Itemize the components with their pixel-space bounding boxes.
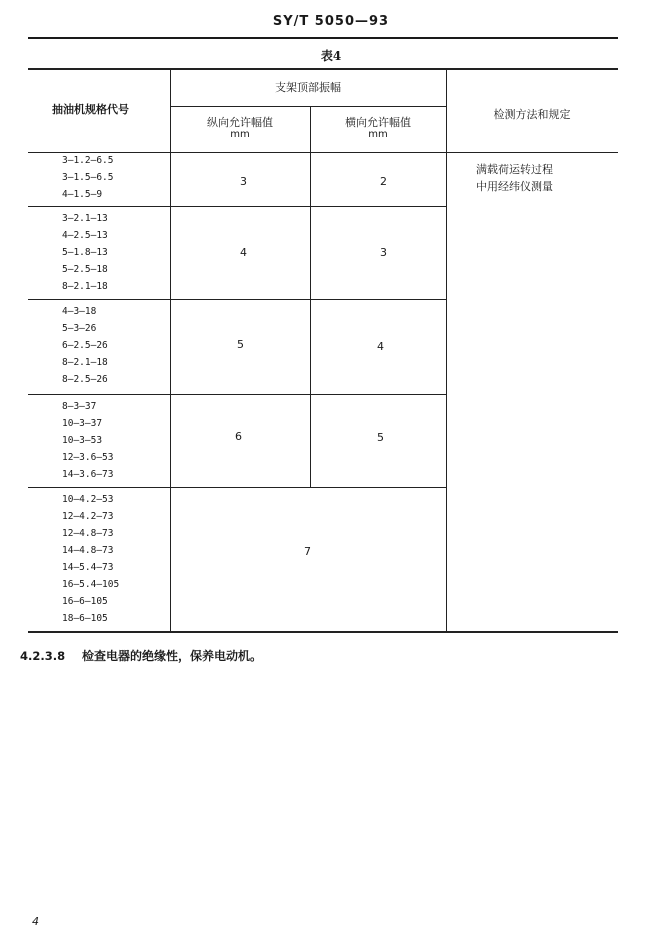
vline-method [446, 70, 447, 631]
model-code: 10—3—37 [62, 418, 103, 429]
group-rule-1 [28, 206, 446, 207]
table-bottom-rule [28, 631, 618, 633]
longitudinal-value: 5 [237, 338, 244, 351]
model-code-list [62, 152, 113, 203]
model-code: 5—2.5—18 [62, 264, 108, 275]
model-code: 5—3—26 [62, 323, 97, 334]
group-rule-2 [28, 299, 446, 300]
model-code: 14—4.8—73 [62, 545, 114, 556]
transverse-value: 4 [377, 340, 384, 353]
transverse-value: 5 [377, 431, 384, 444]
model-code: 3—1.2—6.5 [62, 155, 114, 166]
model-code: 4—3—18 [62, 306, 97, 317]
method-text-line1: 满载荷运转过程 [476, 163, 553, 176]
model-code: 18—6—105 [62, 613, 108, 624]
model-code: 6—2.5—26 [62, 340, 108, 351]
method-text-line2: 中用经纬仪测量 [476, 180, 553, 193]
model-code: 4—1.5—9 [62, 189, 103, 200]
model-code: 5—1.8—13 [62, 247, 108, 258]
group-rule-4 [28, 487, 446, 488]
table-caption: 表4 [320, 49, 342, 63]
model-code: 12—4.8—73 [62, 528, 114, 539]
model-code-list [62, 210, 108, 295]
longitudinal-value: 4 [240, 246, 247, 259]
model-code: 3—1.5—6.5 [62, 172, 114, 183]
page-number: 4 [32, 915, 39, 928]
model-code: 10—3—53 [62, 435, 103, 446]
model-code: 8—3—37 [62, 401, 97, 412]
table-top-rule [28, 68, 618, 70]
model-code: 12—3.6—53 [62, 452, 114, 463]
clause-number: 4.2.3.8 [20, 649, 66, 663]
header-longitudinal-unit: mm [230, 129, 250, 140]
header-transverse: 横向允许幅值 [345, 116, 411, 129]
transverse-value: 2 [380, 175, 387, 188]
group-header-rule [170, 106, 446, 107]
header-vibration-group: 支架顶部振幅 [275, 81, 341, 94]
merged-value: 7 [304, 545, 311, 558]
vline-model [170, 70, 171, 631]
model-code-list [62, 398, 113, 483]
header-rule [28, 37, 618, 39]
header-longitudinal: 纵向允许幅值 [207, 116, 273, 129]
vline-mid [310, 107, 311, 488]
header-model-code: 抽油机规格代号 [52, 103, 129, 116]
header-bottom-rule [28, 152, 618, 153]
model-code: 4—2.5—13 [62, 230, 108, 241]
clause-text: 检查电器的绝缘性，保养电动机。 [82, 649, 263, 663]
longitudinal-value: 6 [235, 430, 242, 443]
longitudinal-value: 3 [240, 175, 247, 188]
model-code: 10—4.2—53 [62, 494, 114, 505]
model-code: 16—6—105 [62, 596, 108, 607]
model-code: 16—5.4—105 [62, 579, 120, 590]
model-code: 8—2.1—18 [62, 281, 108, 292]
model-code: 12—4.2—73 [62, 511, 114, 522]
header-method: 检测方法和规定 [493, 108, 571, 121]
model-code: 14—5.4—73 [62, 562, 114, 573]
transverse-value: 3 [380, 246, 387, 259]
model-code: 14—3.6—73 [62, 469, 114, 480]
group-rule-3 [28, 394, 446, 395]
header-transverse-unit: mm [368, 129, 388, 140]
model-code: 8—2.1—18 [62, 357, 108, 368]
model-code: 8—2.5—26 [62, 374, 108, 385]
standard-code: SY/T 5050—93 [272, 14, 390, 29]
model-code-list [62, 491, 119, 627]
model-code: 3—2.1—13 [62, 213, 108, 224]
model-code-list [62, 303, 108, 388]
